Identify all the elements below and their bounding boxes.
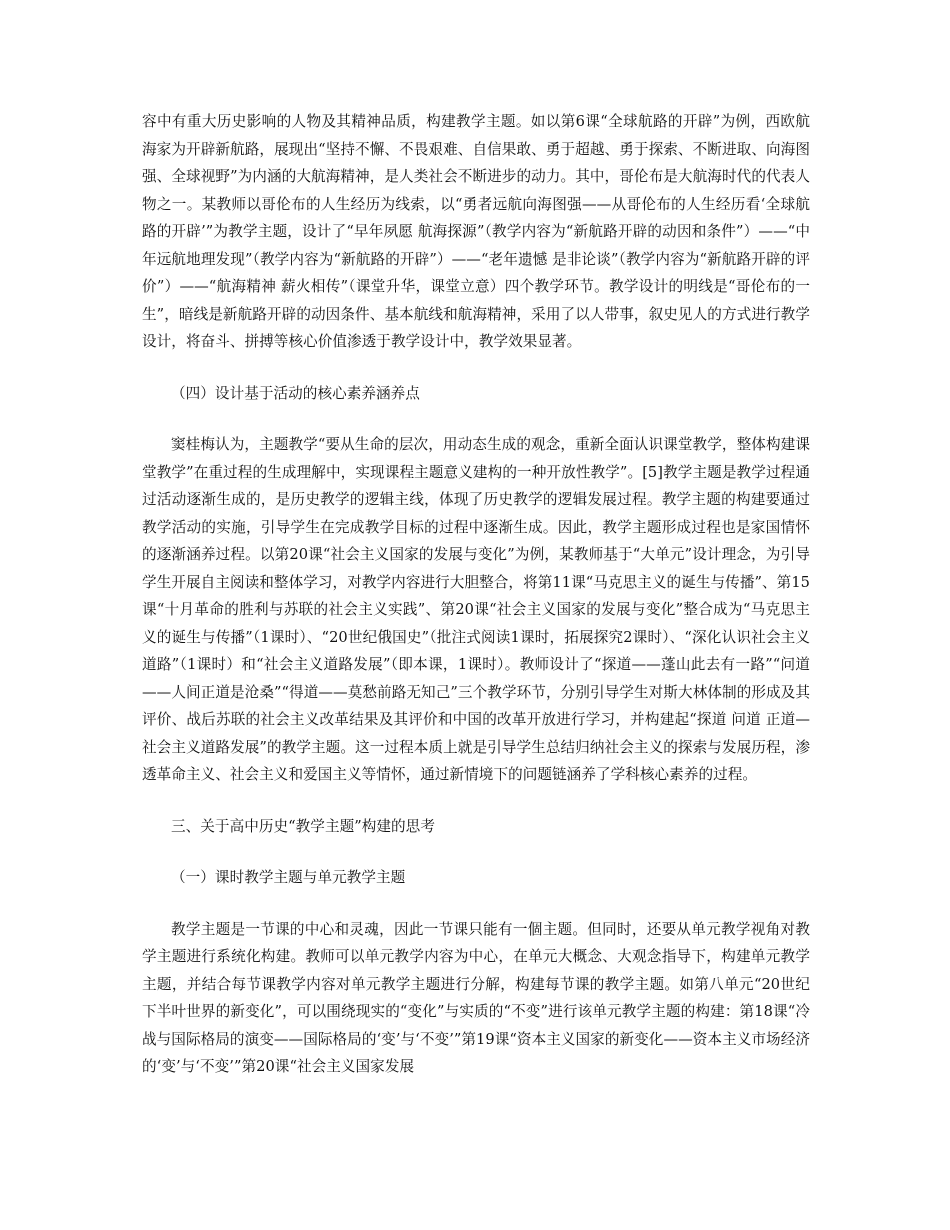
body-paragraph-3: 教学主题是一节课的中心和灵魂，因此一节课只能有一個主题。但同时，还要从单元教学视角对教学主题进行系统化构建。教师可以单元教学内容为中心，在单元大概念、大观念指导下，构建单元教学主题，并结合每节课教学内容对单元教学主题进行分解，构建每节课的教学主题。如第八单元“20世纪下半叶世界的新变化”，可以围绕现实的“变化”与实质的“不变”进行该单元教学主题的构建：第18课“冷战与国际格局的演变——国际格局的‘变’与‘不变’”第19课“资本主义国家的新变化——资本主义市场经济的‘变’与‘不变’”第20课“社会主义国家发展 xyxy=(142,920,810,1075)
body-paragraph-2: 窦桂梅认为，主题教学“要从生命的层次，用动态生成的观念，重新全面认识课堂教学，整体构建课堂教学”在重过程的生成理解中，实现课程主题意义建构的一种开放性教学”。[5]教学主题是教学过程通过活动逐渐生成的，是历史教学的逻辑主线，体现了历史教学的逻辑发展过程。教学主题的构建要通过教学活动的实施，引导学生在完成教学目标的过程中逐渐生成。因此，教学主题形成过程也是家国情怀的逐渐涵养过程。以第20课“社会主义国家的发展与变化”为例，某教师基于“大单元”设计理念，为引导学生开展自主阅读和整体学习，对教学内容进行大胆整合，将第11课“马克思主义的诞生与传播”、第15课“十月革命的胜利与苏联的社会主义实践”、第20课“社会主义国家的发展与变化”整合成为“马克思主义的诞生与传播”（1课时）、“20世纪俄国史”（批注式阅读1课时，拓展探究2课时）、“深化认识社会主义道路”（1课时）和“社会主义道路发展”（即本课，1课时）。教师设计了“探道——蓬山此去有一路”“问道——人间正道是沧桑”“得道——莫愁前路无知己”三个教学环节，分别引导学生对斯大林体制的形成及其评价、战后苏联的社会主义改革结果及其评价和中国的改革开放进行学习，并构建起“探道 问道 正道—社会主义道路发展”的教学主题。这一过程本质上就是引导学生总结归纳社会主义的探索与发展历程，渗透革命主义、社会主义和爱国主义等情怀，通过新情境下的问题链涵养了学科核心素养的过程。 xyxy=(142,436,810,783)
body-paragraph-1: 容中有重大历史影响的人物及其精神品质，构建教学主题。如以第6课“全球航路的开辟”为例，西欧航海家为开辟新航路，展现出“坚持不懈、不畏艰难、自信果敢、勇于超越、勇于探索、不断进取、向海图强、全球视野”为内涵的大航海精神，是人类社会不断进步的动力。其中，哥伦布是大航海时代的代表人物之一。某教师以哥伦布的人生经历为线索，以“勇者远航向海图强——从哥伦布的人生经历看‘全球航路的开辟’”为教学主题，设计了“早年夙愿 航海探源”（教学内容为“新航路开辟的动因和条件”）——“中年远航地理发现”（教学内容为“新航路的开辟”）——“老年遗憾 是非论谈”（教学内容为“新航路开辟的评价”）——“航海精神 薪火相传”（课堂升华，课堂立意）四个教学环节。教学设计的明线是“哥伦布的一生”，暗线是新航路开辟的动因条件、基本航线和航海精神，采用了以人带事，叙史见人的方式进行教学设计，将奋斗、拼搏等核心价值渗透于教学设计中，教学效果显著。 xyxy=(142,113,810,350)
section-heading-4: （四）设计基于活动的核心素养涵养点 xyxy=(171,384,420,402)
document-page xyxy=(142,108,810,1081)
subsection-heading-3-1: （一）课时教学主题与单元教学主题 xyxy=(171,869,406,886)
section-heading-3: 三、关于高中历史“教学主题”构建的思考 xyxy=(171,817,435,835)
